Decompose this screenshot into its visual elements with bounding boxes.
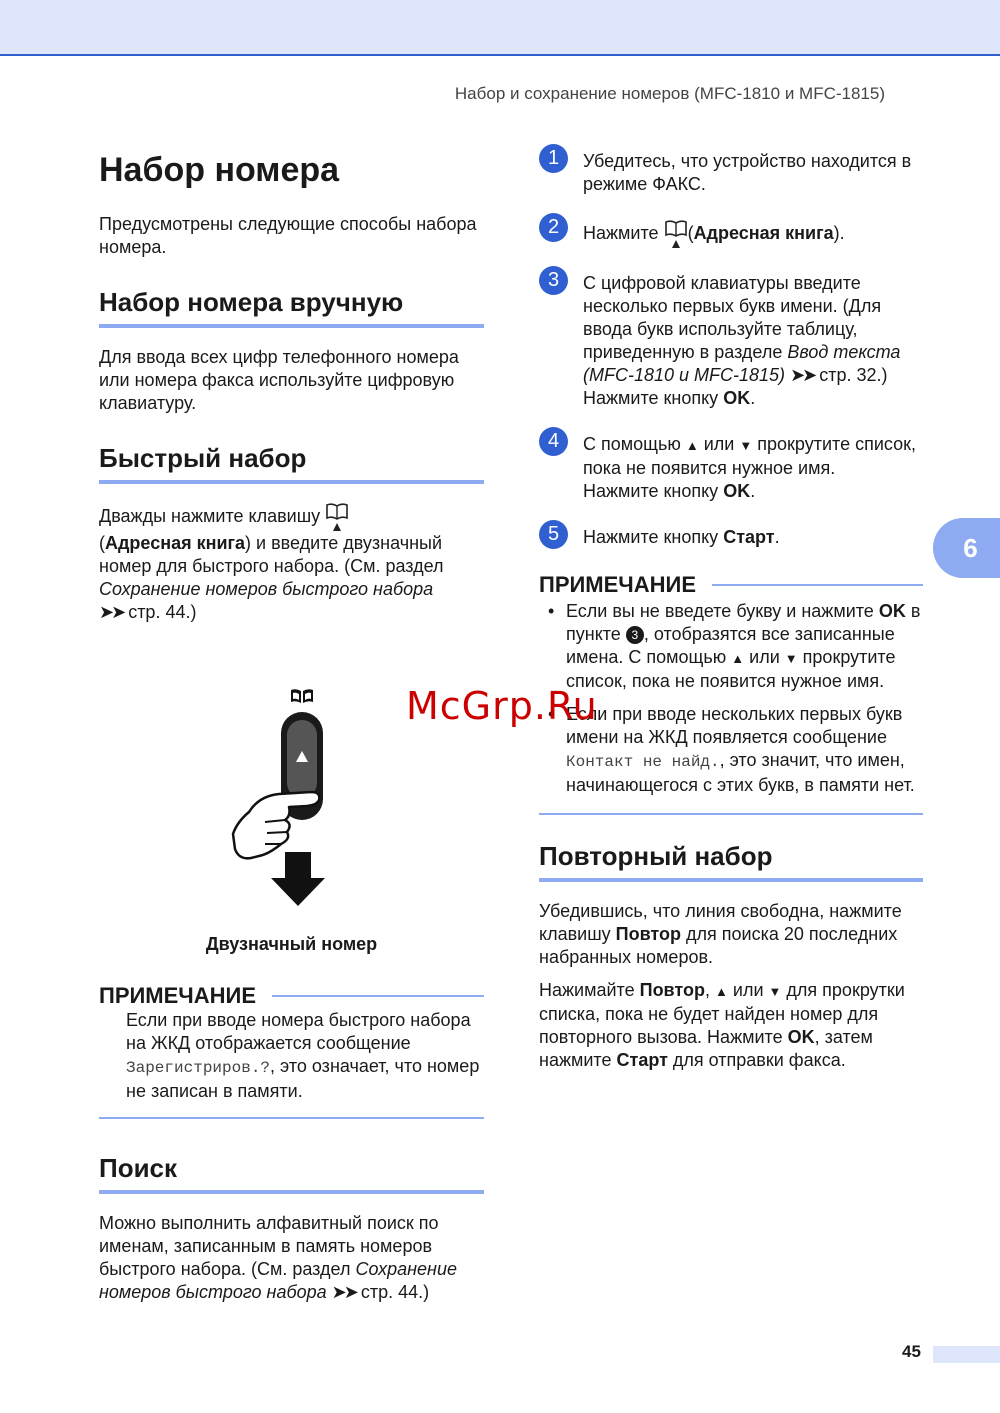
redial-p2-ok: OK bbox=[787, 1027, 815, 1048]
step-3-text bbox=[583, 272, 923, 410]
intro-text: Предусмотрены следующие способы набора номера. bbox=[99, 213, 477, 257]
step-5-pre: Нажмите кнопку bbox=[583, 527, 719, 547]
note-b1-t1: Если вы не введете букву и нажмите bbox=[566, 601, 874, 621]
search-ref-arrows: ➤➤ bbox=[331, 1282, 356, 1303]
lcd-message-registered: Зарегистриров.? bbox=[126, 1059, 271, 1078]
speed-section bbox=[99, 443, 484, 624]
lcd-message-not-found: Контакт не найд. bbox=[566, 753, 720, 771]
right-note-header bbox=[539, 572, 923, 598]
step-number-3: 3 bbox=[539, 266, 568, 295]
step-1-text: Убедитесь, что устройство находится в режиме ФАКС. bbox=[583, 151, 912, 194]
speed-ref-page: стр. 44.) bbox=[128, 602, 197, 623]
speed-paren-open: ( bbox=[99, 533, 105, 554]
note-b1-t3: , отобразятся все записанные имена. С помощью bbox=[566, 624, 895, 667]
step-3-t3: Нажмите кнопку bbox=[583, 388, 719, 408]
step-4-t3: Нажмите кнопку bbox=[583, 481, 719, 501]
redial-p1-t1: Убедившись, что линия свободна, нажмите клавишу bbox=[539, 901, 902, 945]
step-4-ok: OK bbox=[723, 481, 751, 501]
speed-text-2: ) и введите двузначный номер для быстрого набора. (См. раздел bbox=[99, 533, 444, 577]
step-4-t2: прокрутите список, пока не появится нужное имя. bbox=[583, 434, 916, 478]
step-ref-icon: 3 bbox=[626, 626, 644, 644]
up-arrow-icon: ▲ bbox=[715, 984, 728, 1000]
right-note-rule bbox=[712, 584, 923, 586]
step-5-post: . bbox=[774, 527, 780, 547]
redial-p2-t3: для прокрутки списка, пока не будет найден номер для повторного вызова. Нажмите bbox=[539, 980, 905, 1048]
search-section bbox=[99, 1153, 484, 1304]
step-number-4: 4 bbox=[539, 427, 568, 456]
speed-ref-arrows: ➤➤ bbox=[99, 602, 124, 623]
step-2-text bbox=[583, 219, 923, 249]
step-2-paren: ( bbox=[687, 223, 694, 243]
left-note-title: ПРИМЕЧАНИЕ bbox=[99, 983, 257, 1009]
step-number-1: 1 bbox=[539, 144, 568, 173]
address-book-icon bbox=[325, 502, 349, 532]
search-text-1: Можно выполнить алфавитный поиск по именам, записанным в память номеров быстрого набора. (См. раздел bbox=[99, 1213, 439, 1280]
redial-p2-start: Старт bbox=[616, 1050, 668, 1071]
redial-p2-t2: , bbox=[704, 980, 710, 1001]
step-5 bbox=[539, 523, 923, 549]
page-number: 45 bbox=[902, 1342, 921, 1361]
left-note-header bbox=[99, 983, 484, 1009]
redial-p2-t1: Нажимайте bbox=[539, 980, 635, 1001]
step-2-pre: Нажмите bbox=[583, 223, 659, 243]
down-arrow-icon: ▼ bbox=[784, 651, 798, 666]
speed-text bbox=[99, 502, 484, 624]
manual-heading: Набор номера вручную bbox=[99, 287, 484, 328]
step-2-key: Адресная книга bbox=[693, 223, 834, 243]
search-heading: Поиск bbox=[99, 1153, 484, 1194]
speed-dial-illustration bbox=[99, 634, 484, 934]
redial-p2-t4: , затем нажмите bbox=[539, 1027, 873, 1071]
step-3-ref: Ввод текста (MFC-1810 и MFC-1815) bbox=[583, 342, 901, 385]
search-ref-page: стр. 44.) bbox=[360, 1282, 430, 1303]
speed-ref: Сохранение номеров быстрого набора bbox=[99, 579, 434, 600]
page-number-bar bbox=[933, 1346, 1000, 1363]
step-4-text bbox=[583, 433, 923, 503]
redial-p1-key: Повтор bbox=[615, 924, 682, 945]
step-3 bbox=[539, 269, 923, 410]
search-ref: Сохранение номеров быстрого набора bbox=[99, 1259, 457, 1303]
search-text bbox=[99, 1212, 484, 1304]
down-arrow-icon: ▼ bbox=[768, 984, 782, 1000]
left-note-text-1: Если при вводе номера быстрого набора на ЖКД отображается сообщение bbox=[126, 1010, 471, 1054]
running-head: Набор и сохранение номеров (MFC-1810 и MFC-1815) bbox=[454, 84, 885, 103]
step-4 bbox=[539, 430, 923, 503]
note-bullet-1 bbox=[539, 600, 923, 693]
step-number-2: 2 bbox=[539, 213, 568, 242]
right-column bbox=[539, 147, 923, 1072]
left-note-text-2: , это означает, что номер не записан в памяти. bbox=[126, 1056, 480, 1102]
step-5-text bbox=[583, 526, 923, 549]
note-b1-t2: в пункте bbox=[566, 601, 921, 644]
note-b1-or: или bbox=[749, 647, 780, 667]
step-2 bbox=[539, 216, 923, 249]
figure-caption: Двузначный номер bbox=[205, 934, 378, 955]
up-arrow-icon: ▲ bbox=[685, 438, 699, 453]
step-3-t2: стр. 32.) bbox=[819, 365, 888, 385]
speed-key: Адресная книга bbox=[105, 533, 246, 554]
step-4-or: или bbox=[703, 434, 735, 454]
left-note bbox=[99, 983, 484, 1119]
step-3-arrows: ➤➤ bbox=[790, 365, 815, 385]
step-4-t4: . bbox=[750, 481, 756, 501]
speed-text-1: Дважды нажмите клавишу bbox=[99, 506, 321, 527]
redial-p2-key: Повтор bbox=[639, 980, 705, 1001]
redial-heading: Повторный набор bbox=[539, 841, 923, 882]
redial-p2-t5: для отправки факса. bbox=[672, 1050, 846, 1071]
step-3-t4: . bbox=[750, 388, 756, 408]
redial-text-2 bbox=[539, 979, 923, 1072]
top-band bbox=[0, 0, 1000, 56]
speed-heading: Быстрый набор bbox=[99, 443, 484, 484]
left-note-body bbox=[99, 1009, 484, 1119]
step-1 bbox=[539, 147, 923, 196]
watermark-text: McGrp.Ru bbox=[406, 684, 598, 728]
manual-text: Для ввода всех цифр телефонного номера или номера факса используйте цифровую клавиатуру. bbox=[99, 346, 459, 413]
up-arrow-icon: ▲ bbox=[731, 651, 745, 666]
left-note-rule bbox=[272, 995, 484, 997]
redial-section bbox=[539, 841, 923, 1072]
step-2-post: ). bbox=[833, 223, 845, 243]
redial-p1-t2: для поиска 20 последних набранных номеров. bbox=[539, 924, 898, 968]
left-note-text bbox=[126, 1009, 484, 1103]
down-arrow-icon: ▼ bbox=[739, 438, 753, 453]
step-3-t1: С цифровой клавиатуры введите несколько первых букв имени. (Для ввода букв используйте таблицу, приведенную в разделе bbox=[583, 273, 882, 362]
note-b2-t1: Если при вводе нескольких первых букв имени на ЖКД появляется сообщение bbox=[566, 704, 903, 747]
note-b1-ok: OK bbox=[878, 601, 906, 621]
redial-text-1 bbox=[539, 900, 923, 969]
step-number-5: 5 bbox=[539, 520, 568, 549]
note-b2-t2: , это значит, что имен, начинающегося с этих букв, в памяти нет. bbox=[566, 750, 915, 795]
right-note-title: ПРИМЕЧАНИЕ bbox=[539, 572, 697, 597]
address-book-icon bbox=[664, 219, 688, 249]
chapter-tab: 6 bbox=[933, 518, 1000, 578]
note-b1-t4: прокрутите список, пока не появится нужное имя. bbox=[566, 647, 896, 691]
manual-section bbox=[99, 287, 484, 415]
page-title: Набор номера bbox=[99, 151, 340, 189]
step-5-start: Старт bbox=[723, 527, 775, 547]
redial-p2-or: или bbox=[732, 980, 764, 1001]
hand-press-button-icon bbox=[99, 634, 484, 934]
step-3-ok: OK bbox=[723, 388, 751, 408]
step-4-t1: С помощью bbox=[583, 434, 681, 454]
